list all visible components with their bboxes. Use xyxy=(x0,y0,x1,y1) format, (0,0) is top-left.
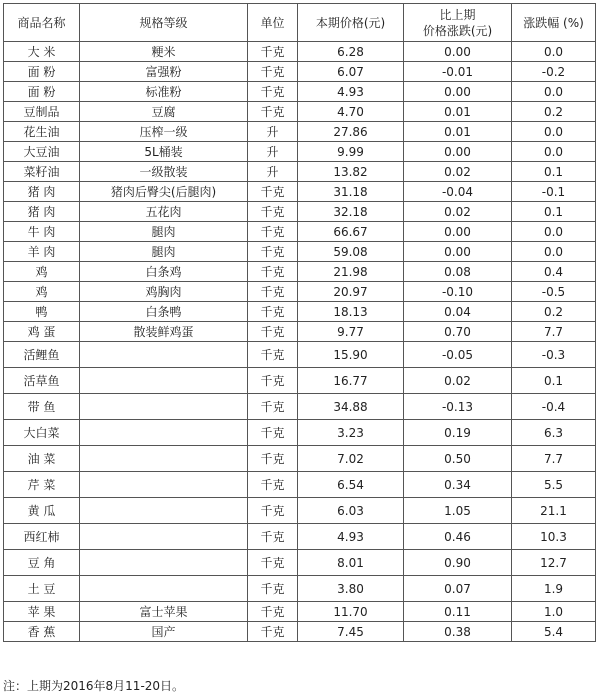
cell-change: 1.05 xyxy=(404,498,512,524)
cell-change: 0.38 xyxy=(404,622,512,642)
cell-unit: 千克 xyxy=(248,262,298,282)
cell-price: 6.07 xyxy=(298,62,404,82)
cell-percent: -0.1 xyxy=(512,182,596,202)
cell-name: 鸡 xyxy=(4,262,80,282)
cell-name: 面 粉 xyxy=(4,82,80,102)
cell-unit: 千克 xyxy=(248,222,298,242)
cell-spec: 五花肉 xyxy=(80,202,248,222)
header-cell-unit: 单位 xyxy=(248,4,298,42)
cell-change: 0.08 xyxy=(404,262,512,282)
cell-spec: 压榨一级 xyxy=(80,122,248,142)
cell-unit: 千克 xyxy=(248,498,298,524)
table-row xyxy=(4,550,596,576)
cell-price: 34.88 xyxy=(298,394,404,420)
cell-percent: 0.1 xyxy=(512,202,596,222)
cell-name: 活鲤鱼 xyxy=(4,342,80,368)
cell-spec: 散装鲜鸡蛋 xyxy=(80,322,248,342)
table-row xyxy=(4,202,596,222)
table-row xyxy=(4,420,596,446)
cell-price: 4.70 xyxy=(298,102,404,122)
cell-unit: 千克 xyxy=(248,342,298,368)
cell-price: 32.18 xyxy=(298,202,404,222)
cell-price: 9.99 xyxy=(298,142,404,162)
cell-change: 0.46 xyxy=(404,524,512,550)
header-cell-spec: 规格等级 xyxy=(80,4,248,42)
cell-unit: 千克 xyxy=(248,182,298,202)
cell-unit: 升 xyxy=(248,142,298,162)
cell-percent: 0.0 xyxy=(512,42,596,62)
cell-change: 0.01 xyxy=(404,122,512,142)
cell-percent: 21.1 xyxy=(512,498,596,524)
cell-unit: 千克 xyxy=(248,622,298,642)
cell-spec xyxy=(80,394,248,420)
cell-price: 4.93 xyxy=(298,524,404,550)
cell-spec xyxy=(80,420,248,446)
cell-spec xyxy=(80,498,248,524)
cell-spec xyxy=(80,576,248,602)
cell-price: 7.45 xyxy=(298,622,404,642)
table-row xyxy=(4,42,596,62)
cell-change: 0.02 xyxy=(404,368,512,394)
cell-change: -0.05 xyxy=(404,342,512,368)
table-row xyxy=(4,102,596,122)
cell-price: 59.08 xyxy=(298,242,404,262)
cell-percent: -0.2 xyxy=(512,62,596,82)
cell-spec xyxy=(80,342,248,368)
cell-percent: -0.4 xyxy=(512,394,596,420)
cell-percent: 0.4 xyxy=(512,262,596,282)
header-cell-price: 本期价格(元) xyxy=(298,4,404,42)
cell-change: 0.02 xyxy=(404,162,512,182)
cell-spec xyxy=(80,472,248,498)
cell-percent: 12.7 xyxy=(512,550,596,576)
cell-unit: 千克 xyxy=(248,394,298,420)
cell-name: 大 米 xyxy=(4,42,80,62)
cell-change: 0.34 xyxy=(404,472,512,498)
cell-percent: 0.0 xyxy=(512,222,596,242)
cell-percent: 0.0 xyxy=(512,122,596,142)
table-row xyxy=(4,472,596,498)
cell-unit: 千克 xyxy=(248,550,298,576)
header-cell-percent: 涨跌幅 (%) xyxy=(512,4,596,42)
cell-percent: 6.3 xyxy=(512,420,596,446)
table-row xyxy=(4,302,596,322)
cell-name: 菜籽油 xyxy=(4,162,80,182)
cell-name: 土 豆 xyxy=(4,576,80,602)
cell-unit: 千克 xyxy=(248,42,298,62)
cell-percent: 5.5 xyxy=(512,472,596,498)
cell-spec: 腿肉 xyxy=(80,242,248,262)
cell-name: 花生油 xyxy=(4,122,80,142)
cell-change: 0.00 xyxy=(404,82,512,102)
cell-price: 13.82 xyxy=(298,162,404,182)
table-row xyxy=(4,262,596,282)
cell-unit: 千克 xyxy=(248,576,298,602)
cell-unit: 千克 xyxy=(248,322,298,342)
cell-percent: 7.7 xyxy=(512,322,596,342)
table-row xyxy=(4,142,596,162)
table-row xyxy=(4,122,596,142)
cell-spec: 富士苹果 xyxy=(80,602,248,622)
cell-name: 面 粉 xyxy=(4,62,80,82)
cell-unit: 千克 xyxy=(248,282,298,302)
cell-name: 豆制品 xyxy=(4,102,80,122)
cell-change: 0.11 xyxy=(404,602,512,622)
cell-spec xyxy=(80,368,248,394)
cell-name: 香 蕉 xyxy=(4,622,80,642)
cell-percent: 0.2 xyxy=(512,102,596,122)
cell-change: 0.70 xyxy=(404,322,512,342)
cell-change: -0.10 xyxy=(404,282,512,302)
cell-price: 3.80 xyxy=(298,576,404,602)
cell-change: 0.01 xyxy=(404,102,512,122)
cell-percent: 1.0 xyxy=(512,602,596,622)
cell-name: 油 菜 xyxy=(4,446,80,472)
cell-percent: 0.0 xyxy=(512,82,596,102)
table-row xyxy=(4,576,596,602)
cell-change: 0.04 xyxy=(404,302,512,322)
cell-unit: 千克 xyxy=(248,472,298,498)
cell-percent: 0.0 xyxy=(512,142,596,162)
cell-percent: -0.5 xyxy=(512,282,596,302)
cell-name: 鸭 xyxy=(4,302,80,322)
cell-spec: 白条鸭 xyxy=(80,302,248,322)
cell-name: 苹 果 xyxy=(4,602,80,622)
cell-unit: 千克 xyxy=(248,524,298,550)
cell-name: 牛 肉 xyxy=(4,222,80,242)
cell-change: 0.02 xyxy=(404,202,512,222)
cell-unit: 千克 xyxy=(248,242,298,262)
cell-price: 6.03 xyxy=(298,498,404,524)
cell-name: 大白菜 xyxy=(4,420,80,446)
cell-price: 7.02 xyxy=(298,446,404,472)
cell-percent: 7.7 xyxy=(512,446,596,472)
cell-name: 猪 肉 xyxy=(4,202,80,222)
cell-name: 黄 瓜 xyxy=(4,498,80,524)
cell-change: 0.00 xyxy=(404,142,512,162)
cell-price: 11.70 xyxy=(298,602,404,622)
table-row xyxy=(4,182,596,202)
cell-price: 16.77 xyxy=(298,368,404,394)
table-row xyxy=(4,498,596,524)
header-cell-name: 商品名称 xyxy=(4,4,80,42)
cell-spec xyxy=(80,446,248,472)
cell-change: 0.00 xyxy=(404,222,512,242)
cell-spec: 豆腐 xyxy=(80,102,248,122)
header-row xyxy=(4,4,596,42)
cell-percent: 0.0 xyxy=(512,242,596,262)
cell-price: 18.13 xyxy=(298,302,404,322)
cell-unit: 升 xyxy=(248,122,298,142)
header-cell-change: 比上期 价格涨跌(元) xyxy=(404,4,512,42)
cell-name: 带 鱼 xyxy=(4,394,80,420)
cell-percent: 0.1 xyxy=(512,162,596,182)
cell-change: -0.13 xyxy=(404,394,512,420)
table-row xyxy=(4,242,596,262)
cell-price: 66.67 xyxy=(298,222,404,242)
cell-unit: 千克 xyxy=(248,446,298,472)
cell-name: 芹 菜 xyxy=(4,472,80,498)
cell-spec: 5L桶装 xyxy=(80,142,248,162)
cell-change: 0.00 xyxy=(404,42,512,62)
cell-unit: 千克 xyxy=(248,368,298,394)
cell-change: 0.50 xyxy=(404,446,512,472)
cell-price: 15.90 xyxy=(298,342,404,368)
cell-price: 20.97 xyxy=(298,282,404,302)
cell-spec: 粳米 xyxy=(80,42,248,62)
cell-name: 猪 肉 xyxy=(4,182,80,202)
table-row xyxy=(4,222,596,242)
cell-spec: 标准粉 xyxy=(80,82,248,102)
cell-price: 31.18 xyxy=(298,182,404,202)
price-table xyxy=(3,3,596,642)
cell-name: 羊 肉 xyxy=(4,242,80,262)
footnote: 注：上期为2016年8月11-20日。 xyxy=(3,679,185,693)
cell-change: 0.07 xyxy=(404,576,512,602)
cell-change: -0.01 xyxy=(404,62,512,82)
table-row xyxy=(4,622,596,642)
cell-name: 豆 角 xyxy=(4,550,80,576)
cell-change: 0.19 xyxy=(404,420,512,446)
cell-change: -0.04 xyxy=(404,182,512,202)
table-row xyxy=(4,524,596,550)
cell-name: 西红柿 xyxy=(4,524,80,550)
table-row xyxy=(4,446,596,472)
cell-spec: 鸡胸肉 xyxy=(80,282,248,302)
table-row xyxy=(4,342,596,368)
cell-percent: -0.3 xyxy=(512,342,596,368)
cell-price: 21.98 xyxy=(298,262,404,282)
cell-name: 鸡 蛋 xyxy=(4,322,80,342)
table-row xyxy=(4,282,596,302)
cell-change: 0.90 xyxy=(404,550,512,576)
cell-spec xyxy=(80,524,248,550)
cell-percent: 0.1 xyxy=(512,368,596,394)
cell-unit: 千克 xyxy=(248,302,298,322)
cell-spec: 白条鸡 xyxy=(80,262,248,282)
cell-price: 27.86 xyxy=(298,122,404,142)
cell-name: 大豆油 xyxy=(4,142,80,162)
cell-percent: 10.3 xyxy=(512,524,596,550)
cell-spec: 猪肉后臀尖(后腿肉) xyxy=(80,182,248,202)
cell-unit: 千克 xyxy=(248,62,298,82)
table-row xyxy=(4,82,596,102)
cell-unit: 千克 xyxy=(248,102,298,122)
cell-change: 0.00 xyxy=(404,242,512,262)
cell-spec: 富强粉 xyxy=(80,62,248,82)
cell-percent: 0.2 xyxy=(512,302,596,322)
cell-unit: 千克 xyxy=(248,82,298,102)
table-row xyxy=(4,602,596,622)
cell-price: 6.54 xyxy=(298,472,404,498)
cell-spec: 一级散装 xyxy=(80,162,248,182)
table-row xyxy=(4,162,596,182)
cell-price: 8.01 xyxy=(298,550,404,576)
cell-percent: 1.9 xyxy=(512,576,596,602)
cell-price: 6.28 xyxy=(298,42,404,62)
table-row xyxy=(4,62,596,82)
cell-spec: 腿肉 xyxy=(80,222,248,242)
cell-price: 4.93 xyxy=(298,82,404,102)
cell-percent: 5.4 xyxy=(512,622,596,642)
cell-unit: 千克 xyxy=(248,202,298,222)
cell-spec xyxy=(80,550,248,576)
cell-unit: 升 xyxy=(248,162,298,182)
table-row xyxy=(4,368,596,394)
cell-name: 鸡 xyxy=(4,282,80,302)
cell-unit: 千克 xyxy=(248,602,298,622)
cell-price: 9.77 xyxy=(298,322,404,342)
cell-price: 3.23 xyxy=(298,420,404,446)
table-row xyxy=(4,322,596,342)
cell-spec: 国产 xyxy=(80,622,248,642)
cell-unit: 千克 xyxy=(248,420,298,446)
table-row xyxy=(4,394,596,420)
cell-name: 活草鱼 xyxy=(4,368,80,394)
